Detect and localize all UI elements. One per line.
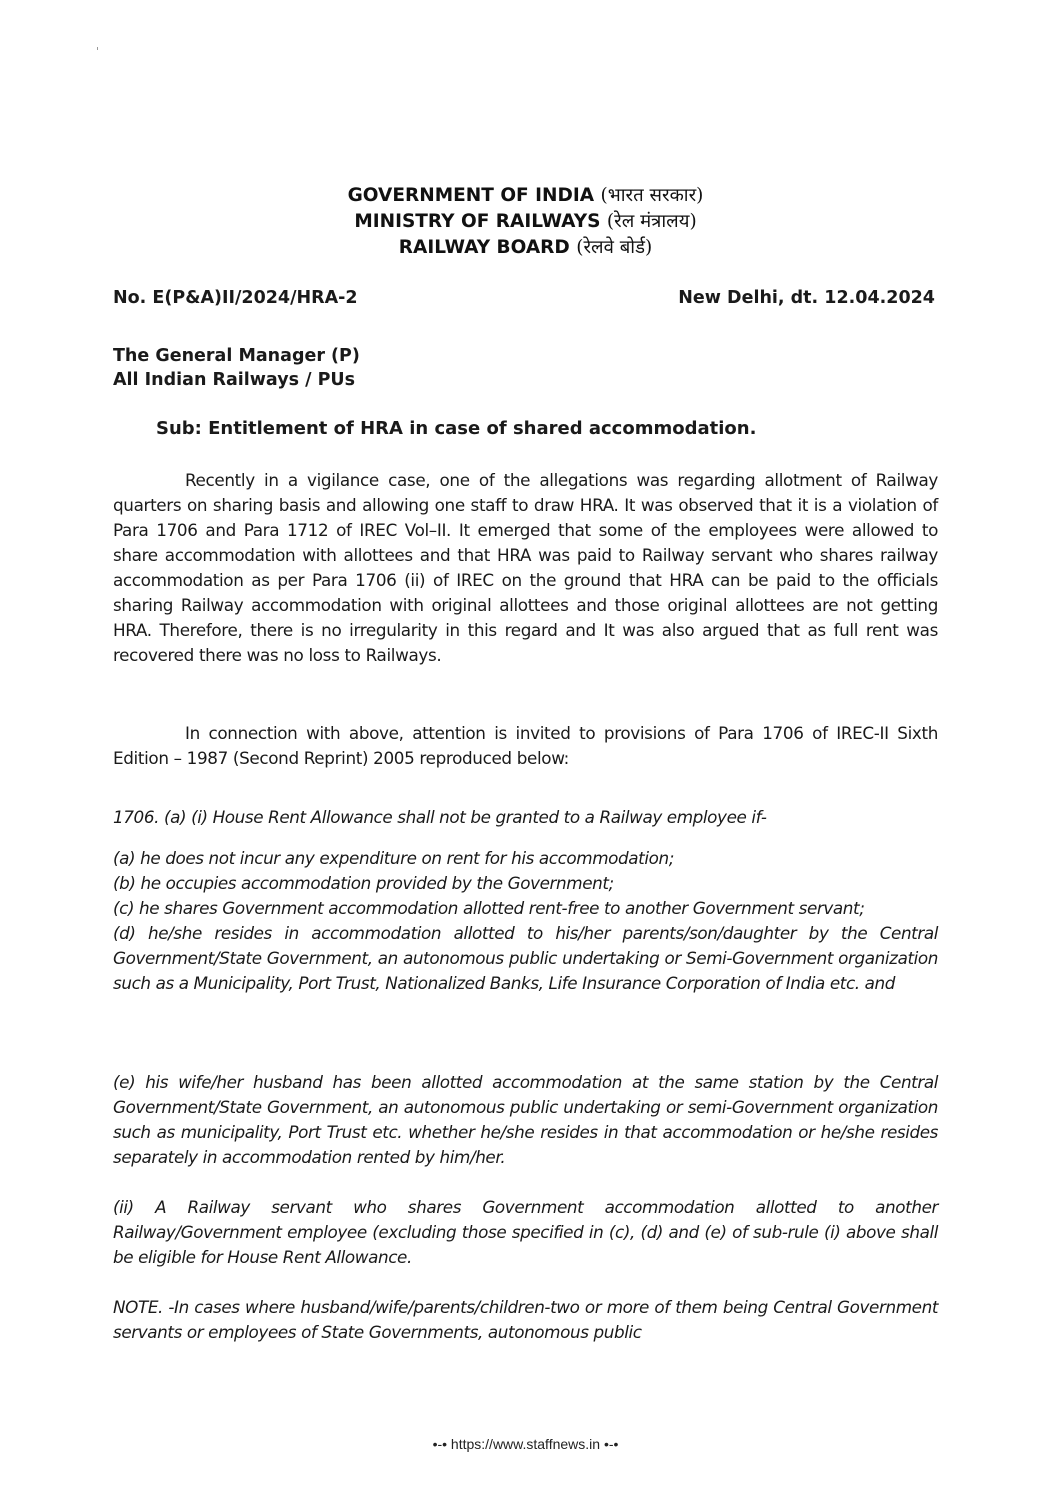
place-date: New Delhi, dt. 12.04.2024 [678, 288, 935, 308]
rule-item-b: (b) he occupies accommodation provided by the Government; [113, 873, 614, 893]
reference-number: No. E(P&A)II/2024/HRA-2 [113, 288, 358, 308]
footer-watermark: •-• https://www.staffnews.in •-• [432, 1436, 619, 1452]
letterhead-line-government [0, 183, 1051, 209]
ministry-hi: (रेल मंत्रालय) [606, 211, 697, 232]
paragraph-2-text: In connection with above, attention is invited to provisions of Para 1706 of IREC-II Sixth Edition – 1987 (Second Reprint) 2005 reproduced below: [113, 723, 938, 768]
rule-heading: 1706. (a) (i) House Rent Allowance shall not be granted to a Railway employee if- [113, 807, 767, 827]
ministry-en: MINISTRY OF RAILWAYS [354, 211, 601, 232]
letterhead [0, 183, 1051, 261]
addressee [113, 344, 360, 392]
rule-items [113, 846, 938, 996]
rule-sub-rule-ii: (ii) A Railway servant who shares Government accommodation allotted to another Railway/Government employee (excluding those specified in (c), (d) and (e) of sub-rule (i) above shall be eligible for House Rent Allowance. [113, 1197, 938, 1267]
board-hi: (रेलवे बोर्ड) [576, 237, 653, 258]
paragraph-1-text: Recently in a vigilance case, one of the allegations was regarding allotment of Railway quarters on sharing basis and allowing one staff to draw HRA. It was observed that it is a violation of Para 1706 and Para 1712 of IREC Vol–II. It emerged that some of the employees were allowed to share accommodation with allottees and that HRA was paid to Railway servant who shares railway accommodation as per Para 1706 (ii) of IREC on the ground that HRA can be paid to the officials sharing Railway accommodation with original allottees and those original allottees are not getting HRA. Therefore, there is no irregularity in this regard and It was also argued that as full rent was recovered there was no loss to Railways. [113, 470, 938, 665]
reference-line [113, 288, 935, 308]
addressee-line-1: The General Manager (P) [113, 346, 360, 366]
rule-note: NOTE. -In cases where husband/wife/parents/children-two or more of them being Central Government servants or employees of State Governments, autonomous public [113, 1297, 938, 1342]
addressee-line-2: All Indian Railways / PUs [113, 370, 356, 390]
board-en: RAILWAY BOARD [398, 237, 570, 258]
subject-line: Sub: Entitlement of HRA in case of shared accommodation. [156, 418, 757, 439]
rule-item-e: (e) his wife/her husband has been allotted accommodation at the same station by the Central Government/State Government, an autonomous public undertaking or semi-Government organization such as municipality, Port Trust etc. whether he/she resides in that accommodation or he/she resides separately in accommodation rented by him/her. [113, 1072, 938, 1167]
letterhead-line-ministry [0, 209, 1051, 235]
letterhead-line-board [0, 235, 1051, 261]
rule-item-d: (d) he/she resides in accommodation allotted to his/her parents/son/daughter by the Central Government/State Government, an autonomous public undertaking or Semi-Government organization such as a Municipality, Port Trust, Nationalized Banks, Life Insurance Corporation of India etc. and [113, 923, 938, 993]
rule-item-a: (a) he does not incur any expenditure on rent for his accommodation; [113, 848, 674, 868]
rule-item-c: (c) he shares Government accommodation allotted rent-free to another Government servant; [113, 898, 865, 918]
paragraph-1 [113, 468, 938, 668]
scan-speck [97, 47, 98, 50]
government-hi: (भारत सरकार) [600, 185, 704, 206]
government-en: GOVERNMENT OF INDIA [347, 185, 595, 206]
paragraph-2 [113, 721, 938, 771]
